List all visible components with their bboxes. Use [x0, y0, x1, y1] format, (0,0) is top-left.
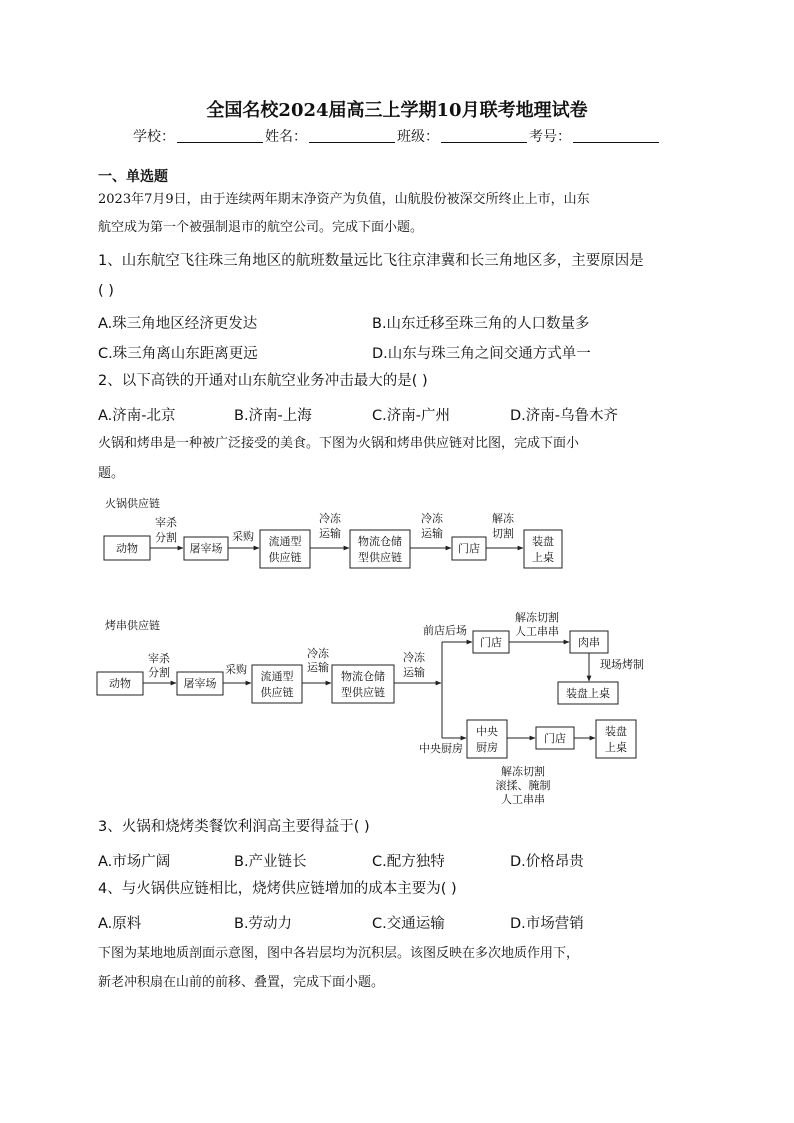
q3-option-c[interactable]: C.配方独特	[372, 854, 445, 870]
bbq-process-label-3: 人工串串	[501, 793, 545, 806]
hotpot-circulation-label-2: 供应链	[268, 551, 302, 564]
q2-option-c[interactable]: C.济南-广州	[372, 408, 450, 424]
bbq-central-kitchen-label: 中央厨房	[419, 742, 463, 755]
q3-option-d[interactable]: D.价格昂贵	[510, 854, 584, 870]
class-label: 班级：	[397, 129, 439, 145]
school-label: 学校：	[133, 129, 175, 145]
hotpot-cold-label-2: 运输	[319, 527, 341, 540]
q4-option-d[interactable]: D.市场营销	[510, 916, 584, 932]
bbq-slaughter-label-1: 宰杀	[148, 652, 170, 665]
q4-option-a[interactable]: A.原料	[98, 916, 142, 932]
hotpot-chain-title: 火锅供应链	[105, 497, 160, 510]
number-label: 考号：	[529, 129, 571, 145]
hotpot-purchase-label: 采购	[232, 530, 254, 543]
passage-1-line-2: 航空成为第一个被强制退市的航空公司。完成下面小题。	[98, 220, 424, 235]
bbq-animal-label: 动物	[109, 677, 131, 690]
bbq-circulation-label-2: 供应链	[260, 686, 294, 699]
hotpot-store-label: 门店	[458, 542, 480, 555]
bbq-plate-top-label: 装盘上桌	[566, 687, 610, 700]
hotpot-slaughter-label-2: 分割	[155, 531, 177, 544]
passage-1-line-1: 2023年7月9日，由于连续两年期末净资产为负值，山航股份被深交所终止上市，山东	[98, 192, 590, 207]
hotpot-cold-label-4: 运输	[421, 527, 443, 540]
bbq-store-top-label: 门店	[480, 636, 502, 649]
q1-option-c[interactable]: C.珠三角离山东距离更远	[98, 346, 258, 362]
q1-option-a[interactable]: A.珠三角地区经济更发达	[98, 316, 258, 332]
bbq-cold-label-4: 运输	[403, 666, 425, 679]
passage-3-line-2: 新老冲积扇在山前的前移、叠置，完成下面小题。	[98, 975, 385, 990]
question-2-options	[98, 404, 698, 424]
bbq-central-kitchen-label-2: 厨房	[476, 741, 498, 754]
bbq-skewer-label: 肉串	[578, 636, 600, 649]
class-blank[interactable]	[441, 128, 527, 143]
question-1-line-2: ( )	[98, 283, 114, 299]
question-3-options	[98, 850, 698, 870]
hotpot-plate-label-2: 上桌	[532, 551, 554, 564]
passage-3-line-1: 下图为某地地质剖面示意图，图中各岩层均为沉积层。该图反映在多次地质作用下，	[98, 946, 580, 961]
q1-option-d[interactable]: D.山东与珠三角之间交通方式单一	[372, 346, 591, 362]
bbq-cold-label-3: 冷冻	[403, 651, 425, 664]
question-1-line-1: 1、山东航空飞往珠三角地区的航班数量远比飞往京津冀和长三角地区多，主要原因是	[98, 253, 644, 269]
hotpot-thaw-label-1: 解冻	[492, 512, 514, 525]
bbq-purchase-label: 采购	[225, 663, 247, 676]
name-blank[interactable]	[309, 128, 395, 143]
q2-option-d[interactable]: D.济南-乌鲁木齐	[510, 408, 619, 424]
bbq-chain-title: 烤串供应链	[105, 619, 160, 632]
hotpot-thaw-label-2: 切割	[492, 527, 514, 540]
q1-option-b[interactable]: B.山东迁移至珠三角的人口数量多	[372, 316, 590, 332]
bbq-store-bottom-label: 门店	[544, 732, 566, 745]
hotpot-slaughterhouse-label: 屠宰场	[189, 542, 223, 555]
hotpot-logistics-label-2: 型供应链	[358, 551, 402, 564]
bbq-cold-label-2: 运输	[307, 661, 329, 674]
hotpot-animal-label: 动物	[116, 542, 138, 555]
page-title: 全国名校2024届高三上学期10月联考地理试卷	[206, 100, 588, 121]
bbq-grill-label: 现场烤制	[600, 658, 644, 671]
hotpot-cold-label-1: 冷冻	[319, 512, 341, 525]
passage-2-line-2: 题。	[98, 466, 125, 481]
q3-option-a[interactable]: A.市场广阔	[98, 854, 171, 870]
hotpot-logistics-label-1: 物流仓储	[358, 535, 402, 548]
bbq-plate-bottom-label-1: 装盘	[605, 725, 627, 738]
school-blank[interactable]	[177, 128, 263, 143]
q3-option-b[interactable]: B.产业链长	[234, 854, 307, 870]
hotpot-circulation-label-1: 流通型	[268, 535, 302, 548]
bbq-cold-label-1: 冷冻	[307, 647, 329, 660]
hotpot-plate-label-1: 装盘	[532, 535, 554, 548]
bbq-circulation-label-1: 流通型	[260, 670, 294, 683]
bbq-logistics-label-2: 型供应链	[341, 686, 385, 699]
bbq-thaw-cut-label-1: 解冻切割	[515, 611, 559, 624]
section-heading: 一、单选题	[98, 169, 168, 185]
q4-option-b[interactable]: B.劳动力	[234, 916, 293, 932]
q4-option-c[interactable]: C.交通运输	[372, 916, 445, 932]
question-4-options	[98, 912, 698, 932]
student-info-line	[0, 126, 794, 146]
bbq-thaw-cut-label-2: 人工串串	[515, 625, 559, 638]
number-blank[interactable]	[573, 128, 659, 143]
q2-option-b[interactable]: B.济南-上海	[234, 408, 312, 424]
passage-2-line-1: 火锅和烤串是一种被广泛接受的美食。下图为火锅和烤串供应链对比图，完成下面小	[98, 436, 580, 451]
bbq-process-label-1: 解冻切割	[501, 765, 545, 778]
hotpot-slaughter-label-1: 宰杀	[155, 516, 177, 529]
question-3: 3、火锅和烧烤类餐饮利润高主要得益于( )	[98, 819, 370, 835]
bbq-front-back-label: 前店后场	[423, 624, 467, 637]
bbq-process-label-2: 滚揉、腌制	[495, 779, 551, 792]
question-4: 4、与火锅供应链相比，烧烤供应链增加的成本主要为( )	[98, 881, 457, 897]
question-2: 2、以下高铁的开通对山东航空业务冲击最大的是( )	[98, 373, 428, 389]
question-1-options-row-2	[98, 342, 698, 362]
hotpot-cold-label-3: 冷冻	[421, 512, 443, 525]
bbq-logistics-label-1: 物流仓储	[341, 670, 385, 683]
q2-option-a[interactable]: A.济南-北京	[98, 408, 176, 424]
bbq-slaughter-label-2: 分割	[148, 666, 170, 679]
bbq-slaughterhouse-label: 屠宰场	[183, 677, 217, 690]
question-1-options-row-1	[98, 312, 698, 332]
bbq-plate-bottom-label-2: 上桌	[605, 741, 627, 754]
name-label: 姓名：	[265, 129, 307, 145]
supply-chain-diagram	[0, 488, 794, 813]
bbq-central-kitchen-label-1: 中央	[476, 725, 498, 738]
